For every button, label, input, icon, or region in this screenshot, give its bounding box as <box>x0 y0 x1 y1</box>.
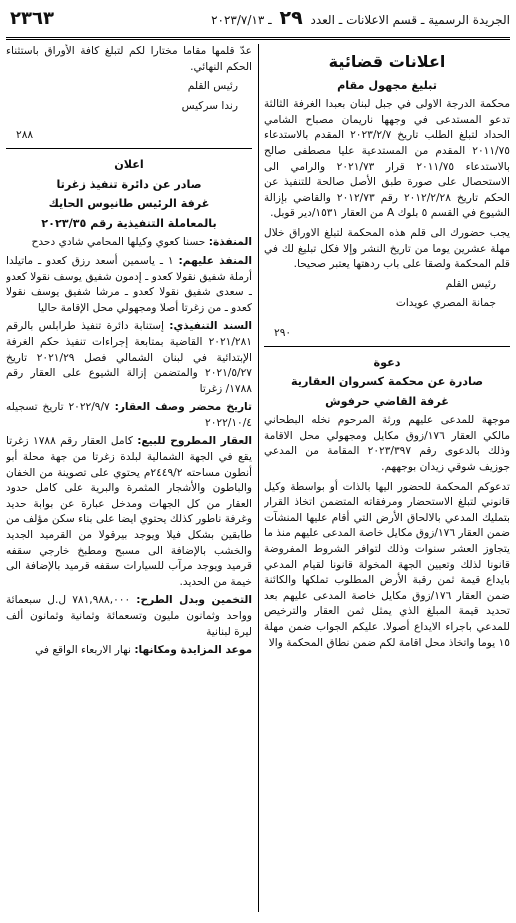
field-label: التخمين وبدل الطرح: <box>136 594 252 607</box>
left-column <box>6 44 252 919</box>
signer-title: رئيس القلم <box>445 277 496 290</box>
field-label: موعد المزايدة ومكانها: <box>134 644 252 657</box>
notice-number: ٢٩٠ <box>274 326 292 339</box>
notice-separator <box>6 148 252 149</box>
notice-subtitle: غرفة القاضي حرفوش <box>325 394 449 408</box>
field-label: العقار المطروح للبيع: <box>137 435 252 448</box>
notice-subtitle: صادرة عن محكمة كسروان العقارية <box>290 375 484 389</box>
notice-subtitle: بالمعاملة التنفيذية رقم ٢٠٢٣/٣٥ <box>41 216 217 230</box>
field-value: إستنابة دائرة تنفيذ طرابلس بالرقم ٢٠٢١/٢٨١ القاضية بمتابعة إجراءات تنفيذ حكم الغرفة الإبتدائية في لبنان الشمالي فصل ٢٠٢١/٢٩ تاريخ ٢٠٢١/٥/٢٧ والمتضمن إزالة الشيوع على العقار رقم ١٧٨٨/ زغرتا <box>6 320 252 395</box>
notice-title: دعوة <box>373 355 401 369</box>
issue-number: ٢٩ <box>279 7 303 29</box>
field-label: المنفذة: <box>208 236 252 249</box>
notice-title: اعلان <box>114 157 144 171</box>
field-respondents <box>6 254 252 316</box>
right-column <box>264 44 510 919</box>
field-value: كامل العقار رقم ١٧٨٨ زغرتا يقع في الجهة الشمالية لبلدة زغرتا من جهة محلة أبو أنطون مساحته ٢٤٤٩/٢م يحتوي على تصوينة من الخفان والباطون والأشجار المثمرة والبرية على كامل حدود العقار من كل الجهات ومدخل عبارة عن بوابة حديد وغرفة ناطور كذلك يحتوي ايضا على بناء سكن مؤلف من طابقين بشكل فيلا ويوجد بيرقولا من القرميد الجديد والخشب بالإضافة الى مسبح ومطبخ خارجي سقفه قرميد ويوجد مرآب للسيارات سقفه قرميد بالإضافة الى خيمة من الحديد. <box>6 435 252 588</box>
field-executor <box>6 235 252 251</box>
issue-date: ـ ٢٠٢٣/٧/١٣ <box>211 13 272 27</box>
field-price <box>6 593 252 640</box>
notice-number: ٢٨٨ <box>16 129 34 142</box>
signer-name: رندا سركيس <box>181 99 238 112</box>
notice-paragraph: يجب حضورك الى قلم هذه المحكمة لتبلغ الاوراق خلال مهلة عشرين يوما من تاريخ النشر وإلا فكل تبليغ لك في قلم المحكمة ولصقا على باب ردهتها يعتبر صحيحا. <box>264 226 510 271</box>
notice-title: تبليغ مجهول مقام <box>337 78 437 92</box>
field-report-date <box>6 400 252 431</box>
section-title: اعلانات قضائية <box>328 52 446 71</box>
column-divider <box>258 44 259 912</box>
notice-subtitle: صادر عن دائرة تنفيذ زغرتا <box>56 177 202 191</box>
page-number: ٢٣٦٣ <box>10 7 54 29</box>
field-value: ٢٠٢٢/٩/٧ تاريخ تسجيله ٢٠٢٢/١٠/٤ <box>6 401 252 429</box>
signer-name: جمانة المصري عويدات <box>395 297 496 310</box>
continuation-paragraph: عدّ قلمها مقاما مختارا لكم لتبلغ كافة الأوراق باستثناء الحكم النهائي. <box>6 45 252 73</box>
field-value: نهار الاربعاء الواقع في <box>35 644 131 657</box>
field-label: السند التنفيذي: <box>169 320 252 333</box>
field-auction <box>6 643 252 659</box>
notice-paragraph: موجهة للمدعى عليهم ورثة المرحوم نخله البطحاني مالكي العقار ١٧٦/زوق مكايل ومجهولي محل الاقامة وذلك بالدعوى رقم ٢٠٢٣/٣٩٧ المقامة من المدعي جوزيف شوقي زيدان بوجههم. <box>264 414 510 474</box>
field-value: حسنا كعوي وكيلها المحامي شادي دحدح <box>31 236 206 249</box>
gazette-title <box>211 7 510 29</box>
field-label: المنفذ عليهم: <box>178 254 252 267</box>
field-property <box>6 434 252 590</box>
signer-title: رئيس القلم <box>187 80 238 93</box>
header-divider <box>6 37 510 40</box>
notice-subtitle: غرفة الرئيس طانيوس الحايك <box>48 197 210 211</box>
page-header <box>0 0 516 36</box>
field-value: ٧٨١,٩٨٨,٠٠٠ ل.ل سبعمائة وواحد وثمانون مليون وتسعمائة وثمانية وثمانون ألف ليرة لبنانية <box>6 594 252 638</box>
notice-separator <box>264 346 510 347</box>
field-deed <box>6 319 252 397</box>
field-label: تاريخ محضر وصف العقار: <box>114 401 252 414</box>
gazette-title-prefix: الجريدة الرسمية ـ قسم الاعلانات ـ العدد <box>310 13 510 27</box>
notice-paragraph: محكمة الدرجة الاولى في جبل لبنان بعبدا الغرفة الثالثة تدعو المستدعى في وجهها ناريمان مصباح الشامي الحداد لتبلغ الطلب تاريخ ٢٠٢٣/٢/٧ المقدم بالاستدعاء ٢٠١١/٧٥ المقدم من المستدعية عليا مصطفى صالح بالاستدعاء ٢٠١١/٧٥ قرار ٢٠٢١/٧٣ والرامي الى الاستحصال على صورة طبق الأصل صالحة للتنفيذ عن الحكم تاريخ ٢٠١٢/٢/٢٨ رقم ٢٠١٢/٧٣ والقاضي بإزالة الشيوع في القسم ٥ بلوك A من العقار ١٥٣١/دير قوبل. <box>264 98 510 220</box>
field-value: ١ ـ ياسمين أسعد رزق كعدو ـ ماتيلدا أرملة شفيق نقولا كعدو ـ إدمون شفيق يوسف نقولا كعدو ـ سعدى شفيق نقولا كعدو ـ مرشا شفيق يوسف نقولا كعدو ـ من زغرتا أصلا ومجهولي محل الإقامة حاليا <box>6 254 252 314</box>
notice-paragraph: تدعوكم المحكمة للحضور اليها بالذات أو بواسطة وكيل قانوني لتبلغ الاستحضار ومرفقاته المتضمن اتخاذ القرار بتمليك المدعي بالالحاق الأرض التي أقام عليها المنشآت ضمن العقار ١٧٦/زوق مكايل خاصة المدعى عليهم منذ ما يتجاوز العشر سنوات وذلك لتوافر الشروط المفروضة قانونا لذلك وتعيين الجهة المخولة قانونا لقيام المدعي بايداع قيمة ثمن رقبة الأرض المطلوب تملكها والكائنة ضمن العقار ١٧٦/زوق مكايل خاصة المدعى عليهم بعد تحديد قيمة المبلغ الذي يمثل ثمن العقار والترخيص للمدعي باجراء الايداع أصولا. عليكم الجواب ضمن مهلة ١٥ يوما واتخاذ محل اقامة لكم ضمن نطاق المحكمة والا <box>264 480 510 649</box>
